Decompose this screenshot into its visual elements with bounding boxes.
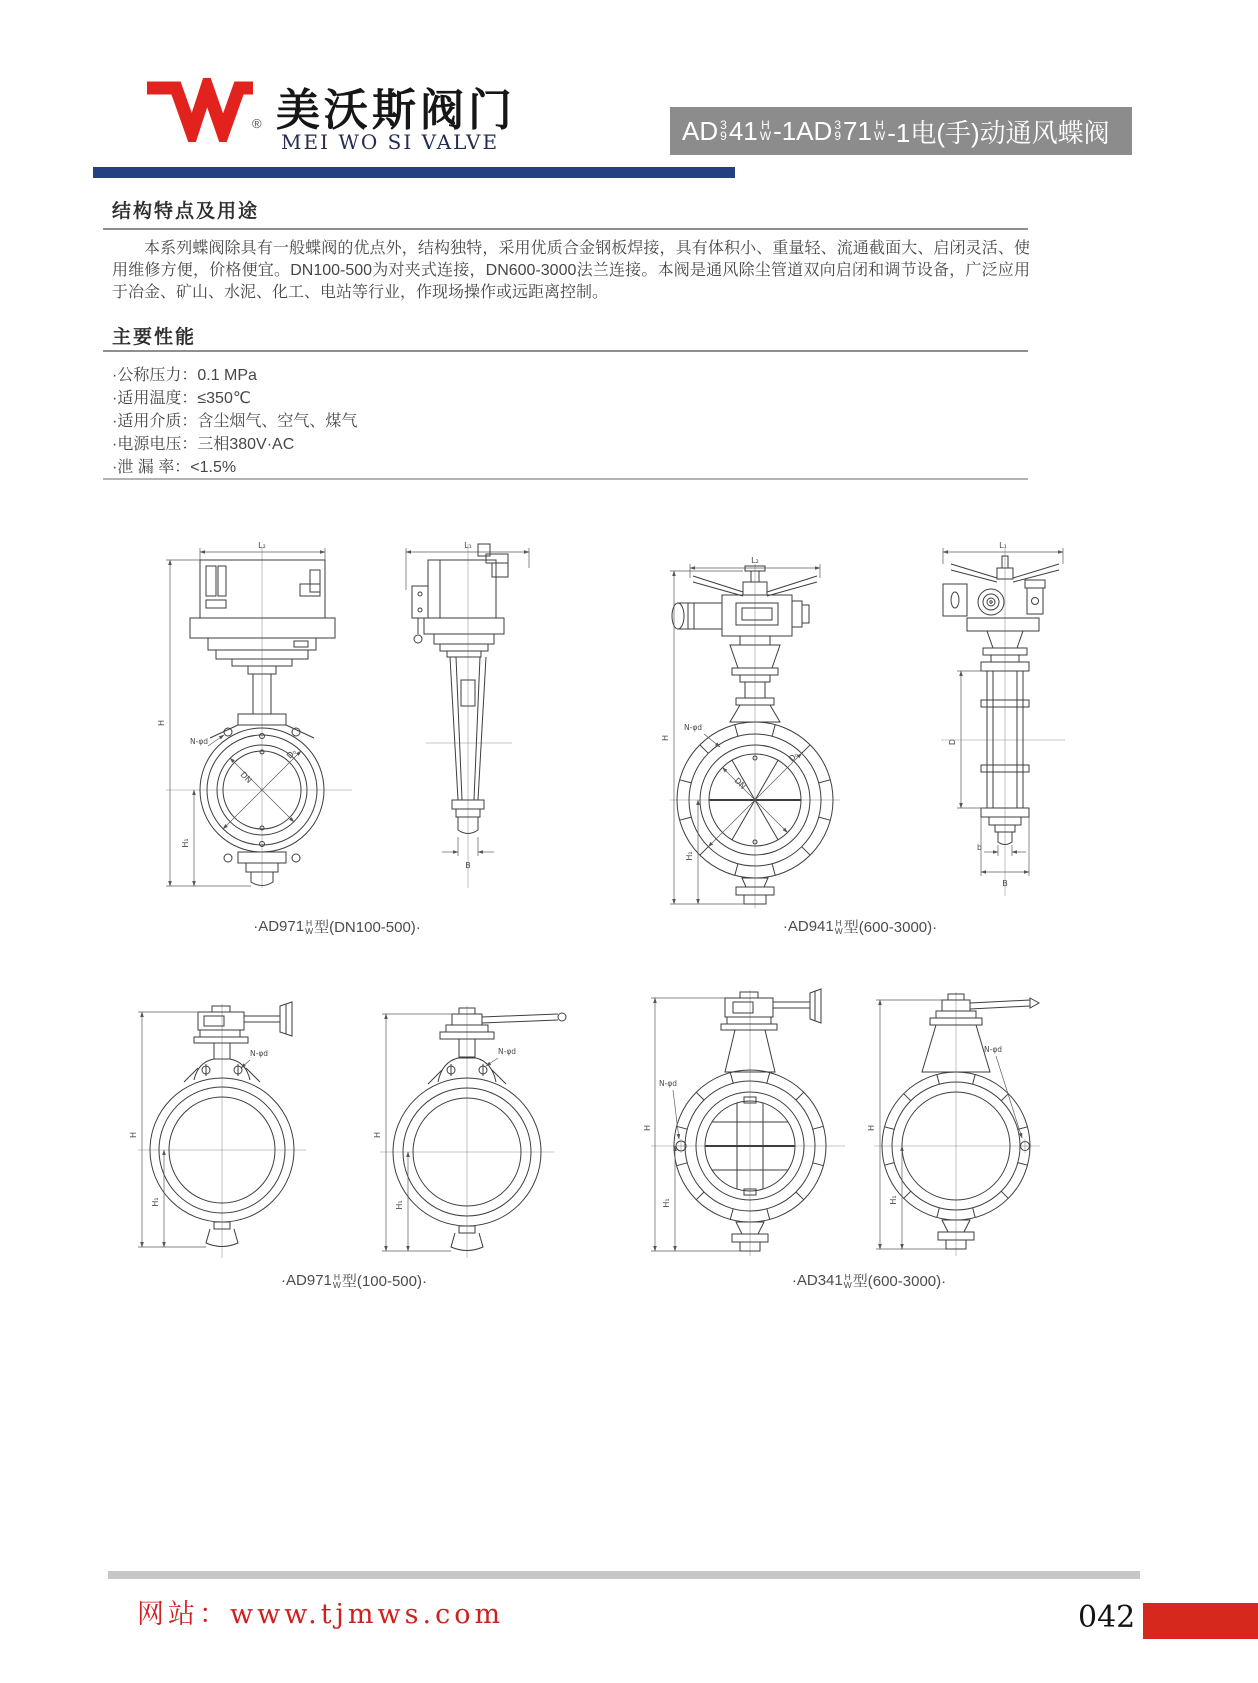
dim-label-n-phi-d: N-φd (250, 1049, 269, 1058)
caption-ad971-100-500: ·AD971 H W 型(100-500)· (281, 1271, 427, 1290)
model-seg: 41 (728, 115, 758, 146)
footer-rule (108, 1571, 1140, 1579)
dim-label-h1: H₁ (181, 838, 190, 848)
model-fraction: H W (759, 118, 772, 143)
dim-label-d: D (948, 738, 957, 746)
dim-label-h1: H₁ (395, 1200, 404, 1210)
drawing-ad971-electric-front (150, 538, 360, 890)
features-title: 结构特点及用途 (112, 201, 260, 222)
dim-label-d0: D₀ (285, 747, 299, 761)
model-header-bar (670, 107, 1132, 155)
perf-item-voltage: ·电源电压：三相380V·AC (112, 436, 295, 453)
dim-label-d0: D₀ (787, 750, 801, 764)
drawing-ad341-gear-front (645, 988, 850, 1260)
dim-label-l2: L₂ (258, 541, 266, 550)
dim-label-h: H (867, 1124, 876, 1132)
dim-label-h1: H₁ (889, 1195, 898, 1205)
drawing-ad971-electric-side (400, 538, 535, 890)
model-fraction: H W (873, 118, 886, 143)
drawing-ad941-electric-front (660, 548, 845, 910)
company-name-cn: 美沃斯阀门 (276, 85, 516, 136)
features-underline (103, 228, 1028, 230)
caption-fraction: H W (843, 1271, 852, 1290)
company-logo-w-icon (143, 78, 257, 142)
model-seg: -1电(手)动通风蝶阀 (887, 117, 1110, 148)
dim-label-b-cap: B (465, 861, 471, 870)
footer-red-block (1143, 1603, 1258, 1639)
features-paragraph: 本系列蝶阀除具有一般蝶阀的优点外，结构独特，采用优质合金钢板焊接，具有体积小、重量轻、流通截面大、启闭灵活、使用维修方便，价格便宜。DN100-500为对夹式连接，DN600-3000法兰连接。本阀是通风除尘管道双向启闭和调节设备，广泛应用于冶金、矿山、水泥、化工、电站等行业，作现场操作或远距离控制。 (112, 240, 1030, 301)
dim-label-l1: L₁ (464, 541, 472, 550)
website-url: 网站：www.tjmws.com (137, 1599, 505, 1630)
company-name-en: MEI WO SI VALVE (281, 130, 500, 154)
performance-bottom-rule (103, 478, 1028, 480)
drawing-ad941-electric-side (935, 540, 1070, 902)
dim-label-n-phi-d: N-φd (984, 1045, 1003, 1054)
dim-label-dn: DN (732, 776, 748, 792)
dim-label-n-phi-d: N-φd (498, 1047, 517, 1056)
caption-ad341-600-3000: ·AD341 H W 型(600-3000)· (791, 1271, 947, 1290)
dim-label-b-cap: B (1002, 879, 1008, 888)
dim-label-l2: L₂ (751, 556, 759, 565)
dim-label-h: H (643, 1124, 652, 1132)
dim-label-dn: DN (238, 770, 254, 786)
perf-item-medium: ·适用介质：含尘烟气、空气、煤气 (112, 413, 358, 430)
dim-label-h: H (129, 1131, 138, 1139)
perf-item-leakage: ·泄 漏 率：<1.5% (112, 459, 237, 476)
dim-label-h1: H₁ (662, 1198, 671, 1208)
dim-label-n-phi-d: N-φd (190, 737, 209, 746)
dim-label-l1: L₁ (999, 541, 1007, 550)
dim-label-h1: H₁ (151, 1197, 160, 1207)
page-number: 042 (1078, 1600, 1136, 1635)
caption-ad971-dn100-500: ·AD971 H W 型(DN100-500)· (253, 917, 421, 936)
caption-fraction: H W (332, 1271, 341, 1290)
performance-title: 主要性能 (112, 327, 197, 348)
dim-label-h: H (157, 719, 166, 727)
drawing-ad971-gear-front (130, 1000, 315, 1262)
dim-label-n-phi-d: N-φd (659, 1079, 678, 1088)
model-seg: 71 (843, 115, 872, 146)
model-fraction: 3 9 (720, 118, 727, 143)
caption-fraction: H W (834, 917, 843, 936)
dim-label-h: H (373, 1131, 382, 1139)
model-seg: -1AD (773, 115, 833, 146)
model-fraction: 3 9 (834, 118, 841, 143)
drawing-ad341-lever-front (868, 988, 1043, 1260)
header-blue-bar (93, 167, 735, 178)
caption-fraction: H W (305, 917, 314, 936)
dim-label-b-small: b (977, 843, 982, 852)
drawing-ad971-lever-front (372, 1000, 582, 1262)
perf-item-temperature: ·适用温度：≤350℃ (112, 390, 251, 407)
caption-ad941-600-3000: ·AD941 H W 型(600-3000)· (782, 917, 938, 936)
dim-label-h1: H₁ (685, 851, 694, 861)
dim-label-n-phi-d: N-φd (684, 723, 703, 732)
dim-label-h: H (661, 734, 670, 742)
performance-underline (103, 350, 1028, 352)
model-seg: AD (682, 115, 719, 146)
registered-mark: ® (252, 116, 262, 131)
perf-item-pressure: ·公称压力：0.1 MPa (112, 367, 257, 384)
